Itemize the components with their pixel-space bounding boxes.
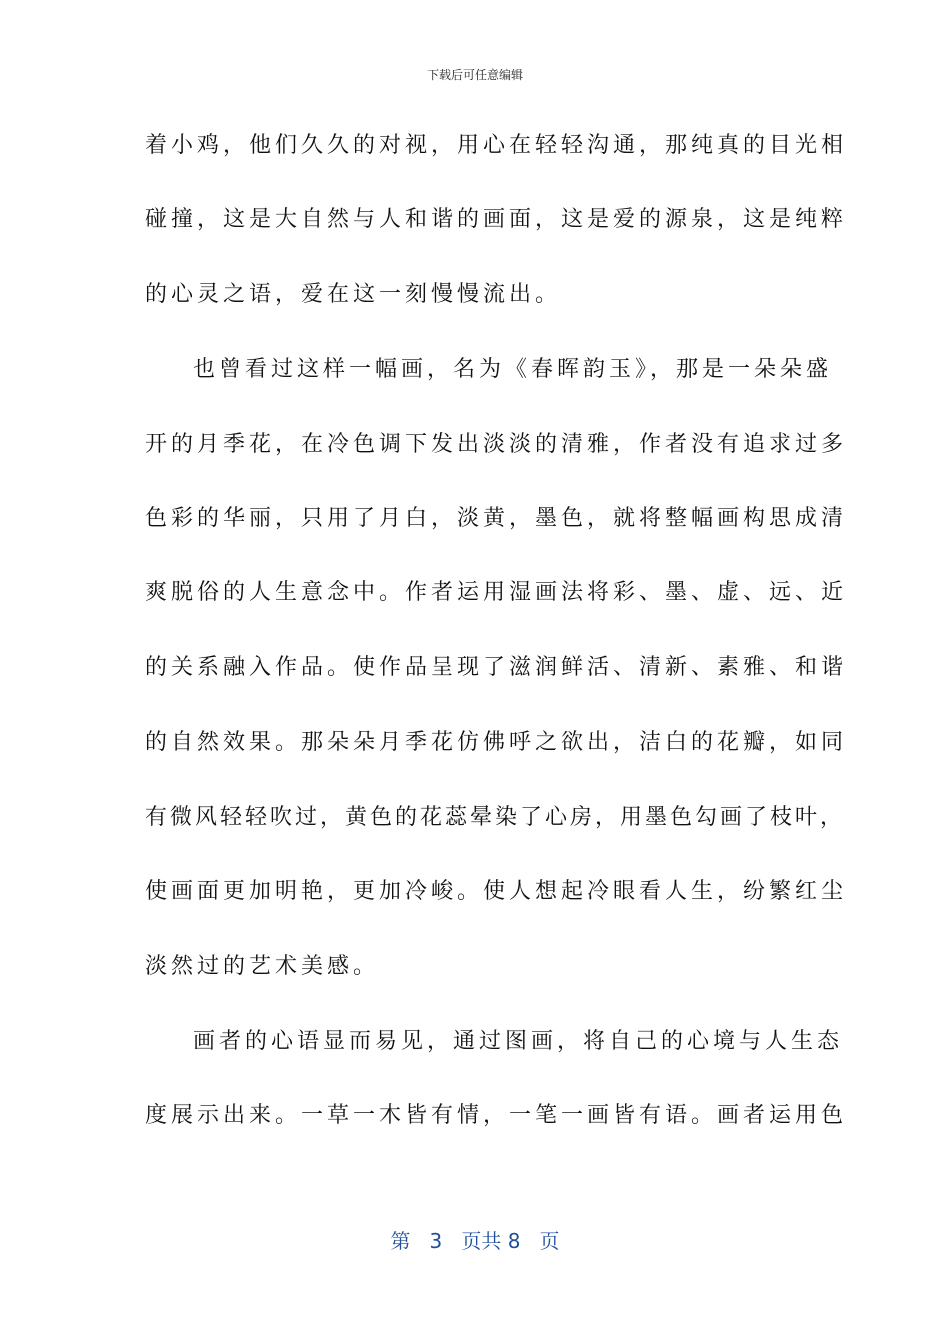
text-line-3: 的心灵之语，爱在这一刻慢慢流出。 <box>145 282 562 307</box>
text-line-8: 的关系融入作品。使作品呈现了滋润鲜活、清新、素雅、和谐 <box>145 655 848 680</box>
footer-prefix: 第 <box>390 1229 411 1253</box>
footer-suffix: 页 <box>539 1229 560 1253</box>
text-line-1: 着小鸡，他们久久的对视，用心在轻轻沟通，那纯真的目光相 <box>145 133 848 158</box>
text-line-9: 的自然效果。那朵朵月季花仿佛呼之欲出，洁白的花瓣，如同 <box>145 730 848 755</box>
text-line-13: 画者的心语显而易见，通过图画，将自己的心境与人生态 <box>193 1029 844 1054</box>
text-line-10: 有微风轻轻吹过，黄色的花蕊晕染了心房，用墨色勾画了枝叶， <box>145 805 846 830</box>
text-line-4: 也曾看过这样一幅画，名为《春晖韵玉》，那是一朵朵盛 <box>193 357 833 382</box>
text-line-11: 使画面更加明艳，更加冷峻。使人想起冷眼看人生，纷繁红尘 <box>145 879 848 904</box>
current-page-number: 3 <box>429 1229 443 1253</box>
total-page-number: 8 <box>507 1229 521 1253</box>
text-line-5: 开的月季花，在冷色调下发出淡淡的清雅，作者没有追求过多 <box>145 432 848 457</box>
text-line-7: 爽脱俗的人生意念中。作者运用湿画法将彩、墨、虚、远、近 <box>145 580 848 605</box>
header-note: 下载后可任意编辑 <box>426 68 523 82</box>
text-line-2: 碰撞，这是大自然与人和谐的画面，这是爱的源泉，这是纯粹 <box>145 207 848 232</box>
footer-mid: 页共 <box>461 1229 502 1253</box>
page-footer <box>0 1225 950 1254</box>
text-line-6: 色彩的华丽，只用了月白，淡黄，墨色，就将整幅画构思成清 <box>145 506 848 531</box>
text-line-12: 淡然过的艺术美感。 <box>145 954 380 979</box>
text-line-14: 度展示出来。一草一木皆有情，一笔一画皆有语。画者运用色 <box>145 1103 848 1128</box>
